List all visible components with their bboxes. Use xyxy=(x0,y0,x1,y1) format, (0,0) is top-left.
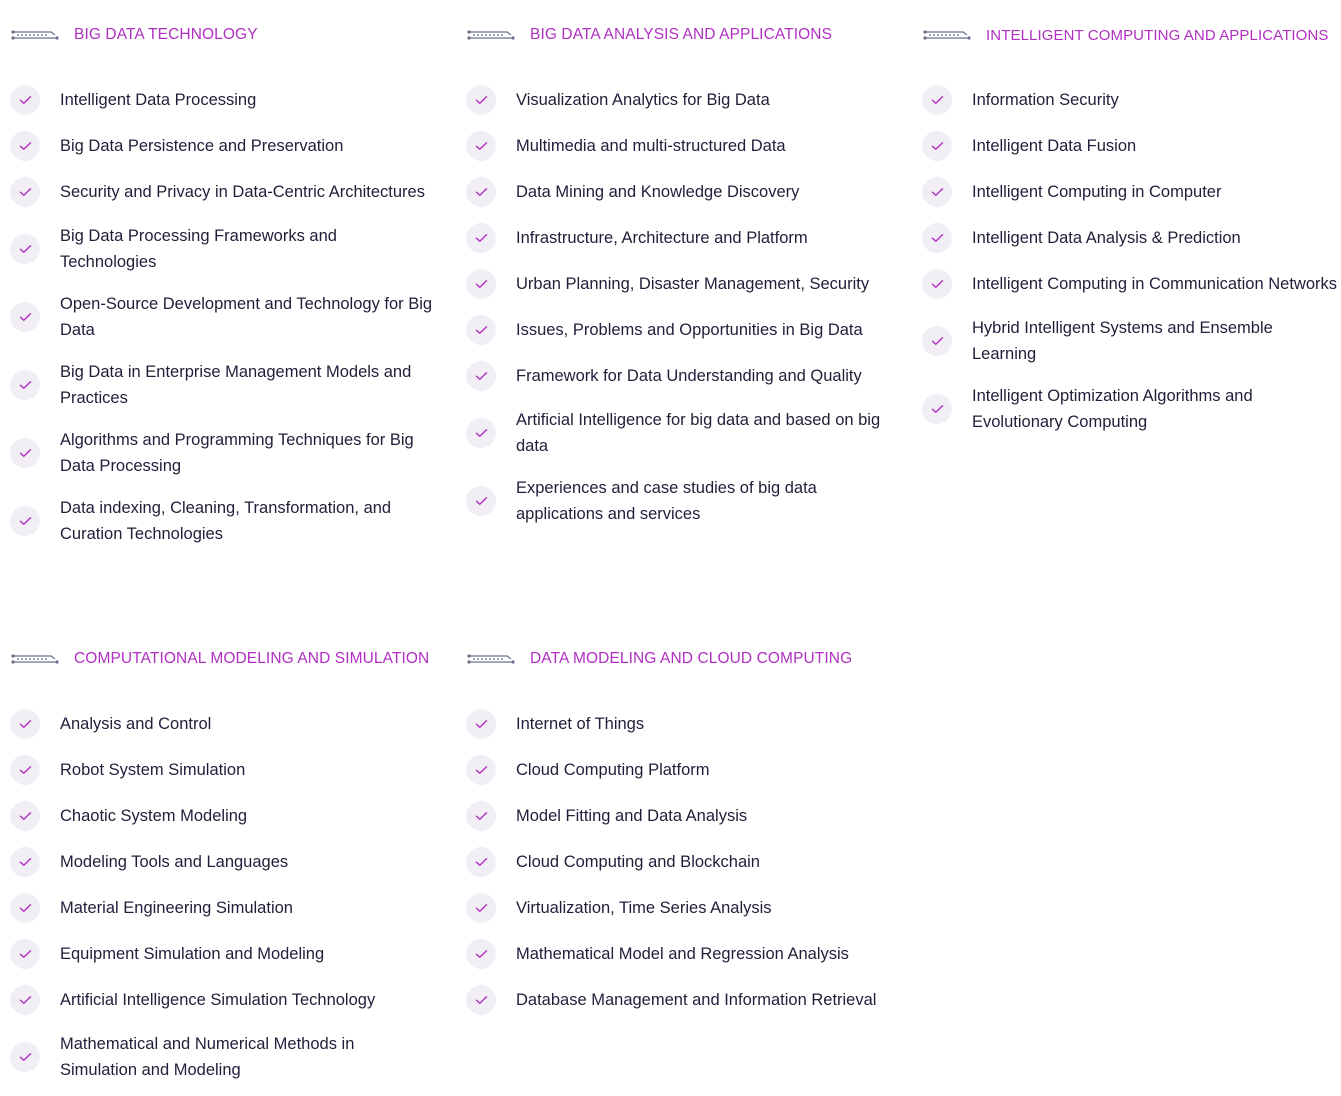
check-icon xyxy=(10,177,40,207)
section-title: INTELLIGENT COMPUTING AND APPLICATIONS xyxy=(986,26,1329,44)
topic-item xyxy=(456,885,896,931)
check-icon xyxy=(10,755,40,785)
check-icon xyxy=(10,985,40,1015)
topic-item xyxy=(456,793,896,839)
check-icon xyxy=(466,801,496,831)
topic-label: Model Fitting and Data Analysis xyxy=(516,807,748,825)
topic-label: Urban Planning, Disaster Management, Security xyxy=(516,275,870,293)
check-icon xyxy=(466,709,496,739)
topic-label: Intelligent Data Fusion xyxy=(972,137,1137,155)
check-icon xyxy=(10,893,40,923)
topic-label: Intelligent Computing in Computer xyxy=(972,183,1222,201)
topic-label: Analysis and Control xyxy=(60,715,212,733)
section-computational-modeling-and-simulation xyxy=(0,647,440,1091)
topic-label: Information Security xyxy=(972,91,1119,109)
topic-label: Virtualization, Time Series Analysis xyxy=(516,899,772,917)
topic-item xyxy=(0,215,440,283)
topic-label: Big Data Processing Frameworks and Technologies xyxy=(60,227,337,271)
circuit-line-icon xyxy=(923,28,971,42)
topic-label: Big Data Persistence and Preservation xyxy=(60,137,344,155)
topic-item xyxy=(456,353,896,399)
section-title: BIG DATA TECHNOLOGY xyxy=(74,26,258,43)
topic-label: Data indexing, Cleaning, Transformation, and Curation Technologies xyxy=(60,499,392,543)
topic-item xyxy=(456,77,896,123)
topic-item xyxy=(912,307,1341,375)
topic-item xyxy=(0,977,440,1023)
section-title: BIG DATA ANALYSIS AND APPLICATIONS xyxy=(530,26,833,43)
topic-label: Robot System Simulation xyxy=(60,761,246,779)
topic-item xyxy=(0,747,440,793)
topic-list xyxy=(456,77,896,535)
topic-item xyxy=(0,839,440,885)
topic-item xyxy=(456,467,896,535)
topic-label: Intelligent Optimization Algorithms and Evolutionary Computing xyxy=(972,387,1253,431)
topic-item xyxy=(912,375,1341,443)
topic-list xyxy=(912,77,1341,443)
topic-label: Intelligent Computing in Communication Networks xyxy=(972,275,1337,293)
topic-label: Artificial Intelligence Simulation Technology xyxy=(60,991,376,1009)
topic-item xyxy=(456,747,896,793)
topic-item xyxy=(456,931,896,977)
topic-item xyxy=(912,123,1341,169)
topic-item xyxy=(0,931,440,977)
topic-item xyxy=(912,77,1341,123)
topic-label: Mathematical Model and Regression Analysis xyxy=(516,945,849,963)
check-icon xyxy=(10,847,40,877)
topic-label: Issues, Problems and Opportunities in Big Data xyxy=(516,321,863,339)
topic-item xyxy=(456,977,896,1023)
check-icon xyxy=(10,438,40,468)
topic-label: Experiences and case studies of big data applications and services xyxy=(516,479,817,523)
topic-item xyxy=(456,307,896,353)
topic-item xyxy=(456,123,896,169)
topic-item xyxy=(0,77,440,123)
topic-label: Database Management and Information Retrieval xyxy=(516,991,877,1009)
check-icon xyxy=(922,223,952,253)
check-icon xyxy=(466,939,496,969)
check-icon xyxy=(10,370,40,400)
topic-list xyxy=(0,77,440,555)
check-icon xyxy=(466,269,496,299)
topic-item xyxy=(0,169,440,215)
check-icon xyxy=(922,131,952,161)
topic-item xyxy=(0,283,440,351)
topic-label: Data Mining and Knowledge Discovery xyxy=(516,183,800,201)
topic-item xyxy=(0,419,440,487)
topic-label: Cloud Computing Platform xyxy=(516,761,710,779)
check-icon xyxy=(10,1042,40,1072)
topic-label: Open-Source Development and Technology for Big Data xyxy=(60,295,433,339)
check-icon xyxy=(922,326,952,356)
section-intelligent-computing-and-applications xyxy=(912,23,1341,443)
section-title: COMPUTATIONAL MODELING AND SIMULATION xyxy=(74,650,430,667)
check-icon xyxy=(466,418,496,448)
section-big-data-technology xyxy=(0,23,440,555)
topic-list xyxy=(0,701,440,1091)
check-icon xyxy=(466,223,496,253)
topic-item xyxy=(0,487,440,555)
check-icon xyxy=(10,131,40,161)
topic-label: Chaotic System Modeling xyxy=(60,807,248,825)
check-icon xyxy=(466,847,496,877)
topic-label: Artificial Intelligence for big data and based on big data xyxy=(516,411,881,455)
check-icon xyxy=(10,709,40,739)
topic-item xyxy=(456,839,896,885)
check-icon xyxy=(10,85,40,115)
section-big-data-analysis-and-applications xyxy=(456,23,896,535)
topic-label: Infrastructure, Architecture and Platform xyxy=(516,229,808,247)
topic-item xyxy=(456,399,896,467)
topic-item xyxy=(456,701,896,747)
check-icon xyxy=(466,131,496,161)
section-header xyxy=(0,647,440,671)
topic-item xyxy=(912,169,1341,215)
topic-item xyxy=(0,123,440,169)
check-icon xyxy=(466,361,496,391)
topic-label: Modeling Tools and Languages xyxy=(60,853,289,871)
topic-label: Framework for Data Understanding and Quality xyxy=(516,367,862,385)
check-icon xyxy=(922,85,952,115)
check-icon xyxy=(466,315,496,345)
topic-label: Equipment Simulation and Modeling xyxy=(60,945,325,963)
circuit-line-icon xyxy=(467,28,515,42)
check-icon xyxy=(466,755,496,785)
topic-item xyxy=(456,261,896,307)
topic-item xyxy=(456,215,896,261)
circuit-line-icon xyxy=(11,28,59,42)
check-icon xyxy=(466,177,496,207)
section-data-modeling-and-cloud-computing xyxy=(456,647,896,1023)
check-icon xyxy=(10,234,40,264)
check-icon xyxy=(922,177,952,207)
check-icon xyxy=(10,506,40,536)
topic-item xyxy=(0,701,440,747)
topic-label: Intelligent Data Processing xyxy=(60,91,257,109)
topic-label: Multimedia and multi-structured Data xyxy=(516,137,786,155)
check-icon xyxy=(10,801,40,831)
section-title: DATA MODELING AND CLOUD COMPUTING xyxy=(530,650,853,667)
section-header xyxy=(456,23,896,47)
check-icon xyxy=(466,85,496,115)
topic-label: Big Data in Enterprise Management Models and Practices xyxy=(60,363,412,407)
check-icon xyxy=(466,486,496,516)
topic-label: Intelligent Data Analysis & Prediction xyxy=(972,229,1241,247)
circuit-line-icon xyxy=(11,652,59,666)
topic-label: Visualization Analytics for Big Data xyxy=(516,91,770,109)
check-icon xyxy=(922,394,952,424)
check-icon xyxy=(10,939,40,969)
check-icon xyxy=(922,269,952,299)
check-icon xyxy=(10,302,40,332)
section-header xyxy=(456,647,896,671)
topic-label: Mathematical and Numerical Methods in Simulation and Modeling xyxy=(60,1035,355,1079)
topic-item xyxy=(912,215,1341,261)
check-icon xyxy=(466,893,496,923)
topic-item xyxy=(456,169,896,215)
topic-label: Material Engineering Simulation xyxy=(60,899,293,917)
topic-item xyxy=(0,1023,440,1091)
topic-list xyxy=(456,701,896,1023)
section-header xyxy=(0,23,440,47)
section-header xyxy=(912,23,1341,47)
topic-label: Internet of Things xyxy=(516,715,645,733)
topic-label: Security and Privacy in Data-Centric Architectures xyxy=(60,183,425,201)
topic-label: Algorithms and Programming Techniques for Big Data Processing xyxy=(60,431,414,475)
topic-item xyxy=(0,351,440,419)
topic-item xyxy=(0,885,440,931)
topic-item xyxy=(0,793,440,839)
topic-label: Cloud Computing and Blockchain xyxy=(516,853,760,871)
circuit-line-icon xyxy=(467,652,515,666)
topic-label: Hybrid Intelligent Systems and Ensemble Learning xyxy=(972,319,1273,363)
topic-item xyxy=(912,261,1341,307)
check-icon xyxy=(466,985,496,1015)
